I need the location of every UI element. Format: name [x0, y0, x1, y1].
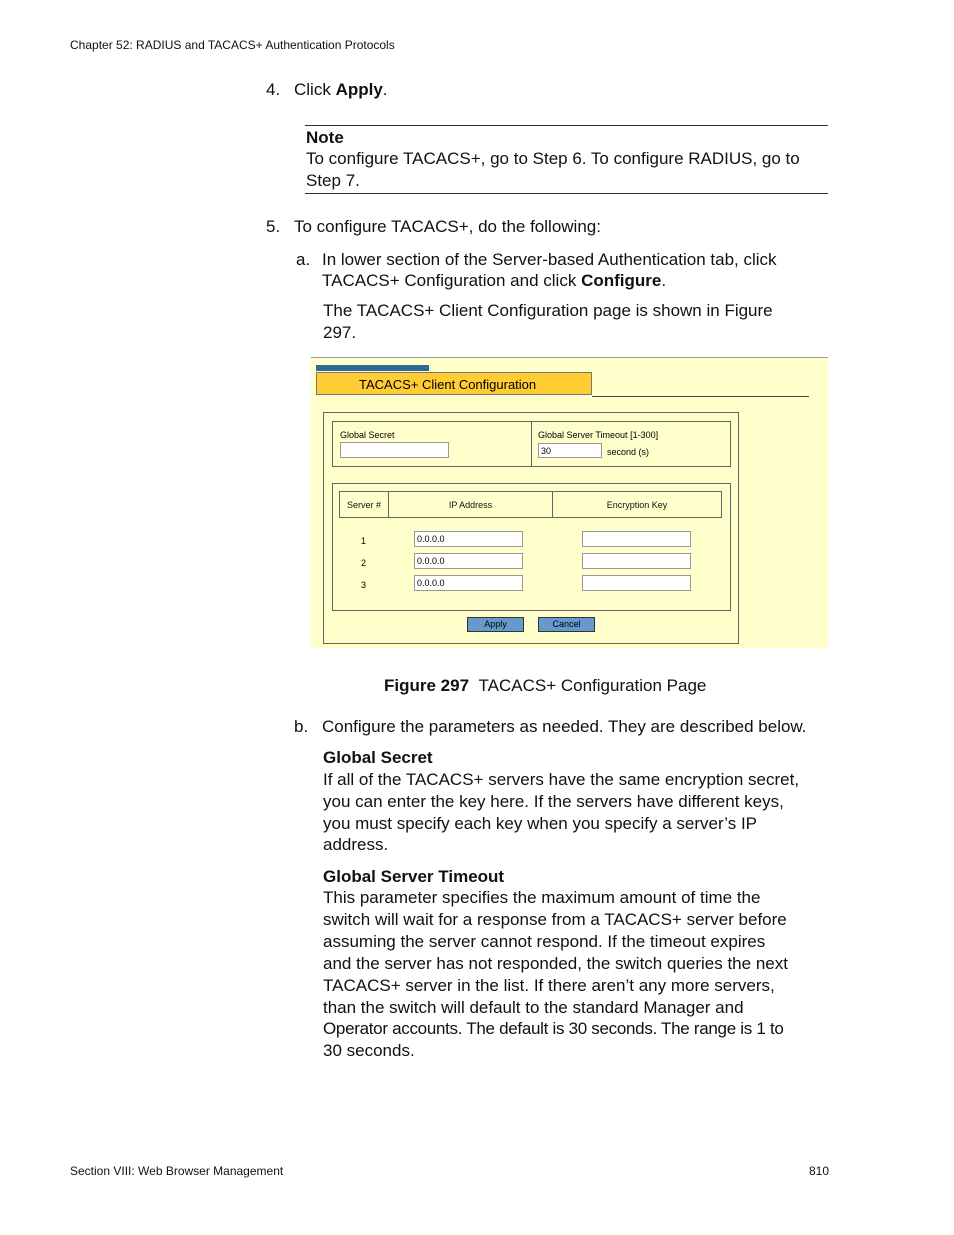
server-number-2: 2: [361, 558, 367, 568]
server-number-3: 3: [361, 580, 367, 590]
tab-strip: [316, 365, 429, 371]
note-box: [305, 125, 828, 194]
global-secret-label: Global Secret: [340, 430, 395, 440]
encryption-key-input-2[interactable]: [582, 553, 691, 569]
global-timeout-line-6: than the switch will default to the standard Manager and: [323, 998, 744, 1017]
global-timeout-line-8: 30 seconds.: [323, 1041, 415, 1060]
substep-b-letter: b.: [294, 717, 309, 736]
footer-section: Section VIII: Web Browser Management: [70, 1164, 284, 1178]
global-timeout-line-7: Operator accounts. The default is 30 seconds. The range is 1 to: [323, 1019, 784, 1038]
step-5-number: 5.: [266, 217, 281, 236]
config-panel: [323, 412, 739, 644]
global-timeout-label: Global Server Timeout [1-300]: [538, 430, 659, 440]
global-timeout-input[interactable]: 30: [538, 443, 602, 458]
server-number-1: 1: [361, 536, 367, 546]
step-5-text: To configure TACACS+, do the following:: [294, 217, 601, 236]
cancel-button[interactable]: Cancel: [538, 617, 595, 632]
global-secret-line-4: address.: [323, 835, 389, 854]
global-timeout-unit: second (s): [607, 447, 650, 457]
global-timeout-line-1: This parameter specifies the maximum amount of time the: [323, 888, 761, 907]
substep-a-line-2: TACACS+ Configuration and click Configure.: [322, 271, 667, 290]
global-secret-input[interactable]: [340, 442, 449, 458]
global-timeout-line-5: TACACS+ server in the list. If there aren’t any more servers,: [323, 976, 775, 995]
step-4-number: 4.: [266, 80, 281, 99]
global-timeout-heading: Global Server Timeout: [323, 867, 505, 886]
substep-a-para-2: 297.: [323, 323, 357, 342]
step-4-text: Click Apply.: [294, 80, 388, 99]
encryption-key-input-1[interactable]: [582, 531, 691, 547]
substep-a-para-1: The TACACS+ Client Configuration page is shown in Figure: [323, 301, 773, 320]
global-settings-box: [332, 421, 731, 467]
apply-button[interactable]: Apply: [467, 617, 524, 632]
ip-address-input-2[interactable]: 0.0.0.0: [414, 553, 523, 569]
global-timeout-line-4: and the server has not responded, the switch queries the next: [323, 954, 788, 973]
note-title: Note: [306, 128, 344, 147]
column-server-number: Server #: [340, 492, 389, 517]
substep-a-line-1: In lower section of the Server-based Authentication tab, click: [322, 250, 777, 269]
substep-b-text: Configure the parameters as needed. They are described below.: [322, 717, 807, 736]
server-table-box: [332, 483, 731, 611]
figure-screenshot: [311, 357, 828, 648]
note-line-1: To configure TACACS+, go to Step 6. To configure RADIUS, go to: [306, 149, 800, 168]
substep-a-letter: a.: [296, 250, 311, 269]
tab-tacacs-client-configuration[interactable]: TACACS+ Client Configuration: [316, 372, 592, 395]
running-header: Chapter 52: RADIUS and TACACS+ Authentication Protocols: [70, 38, 395, 52]
column-ip-address: IP Address: [389, 492, 553, 517]
column-encryption-key: Encryption Key: [606, 499, 668, 510]
global-secret-heading: Global Secret: [323, 748, 433, 767]
tab-underline: [592, 396, 809, 397]
global-secret-line-2: you can enter the key here. If the servers have different keys,: [323, 792, 784, 811]
server-table-header: [339, 491, 722, 518]
note-line-2: Step 7.: [306, 171, 360, 190]
ip-address-input-1[interactable]: 0.0.0.0: [414, 531, 523, 547]
ip-address-input-3[interactable]: 0.0.0.0: [414, 575, 523, 591]
encryption-key-input-3[interactable]: [582, 575, 691, 591]
global-timeout-line-2: switch will wait for a response from a TACACS+ server before: [323, 910, 787, 929]
global-timeout-cell: [532, 422, 730, 466]
figure-caption: Figure 297 TACACS+ Configuration Page: [384, 676, 707, 695]
global-secret-line-3: you must specify each key when you specify a server’s IP: [323, 814, 758, 833]
global-secret-cell: [333, 422, 532, 466]
page-number: 810: [809, 1164, 830, 1178]
global-secret-line-1: If all of the TACACS+ servers have the same encryption secret,: [323, 770, 800, 789]
global-timeout-line-3: assuming the server cannot respond. If the timeout expires: [323, 932, 766, 951]
